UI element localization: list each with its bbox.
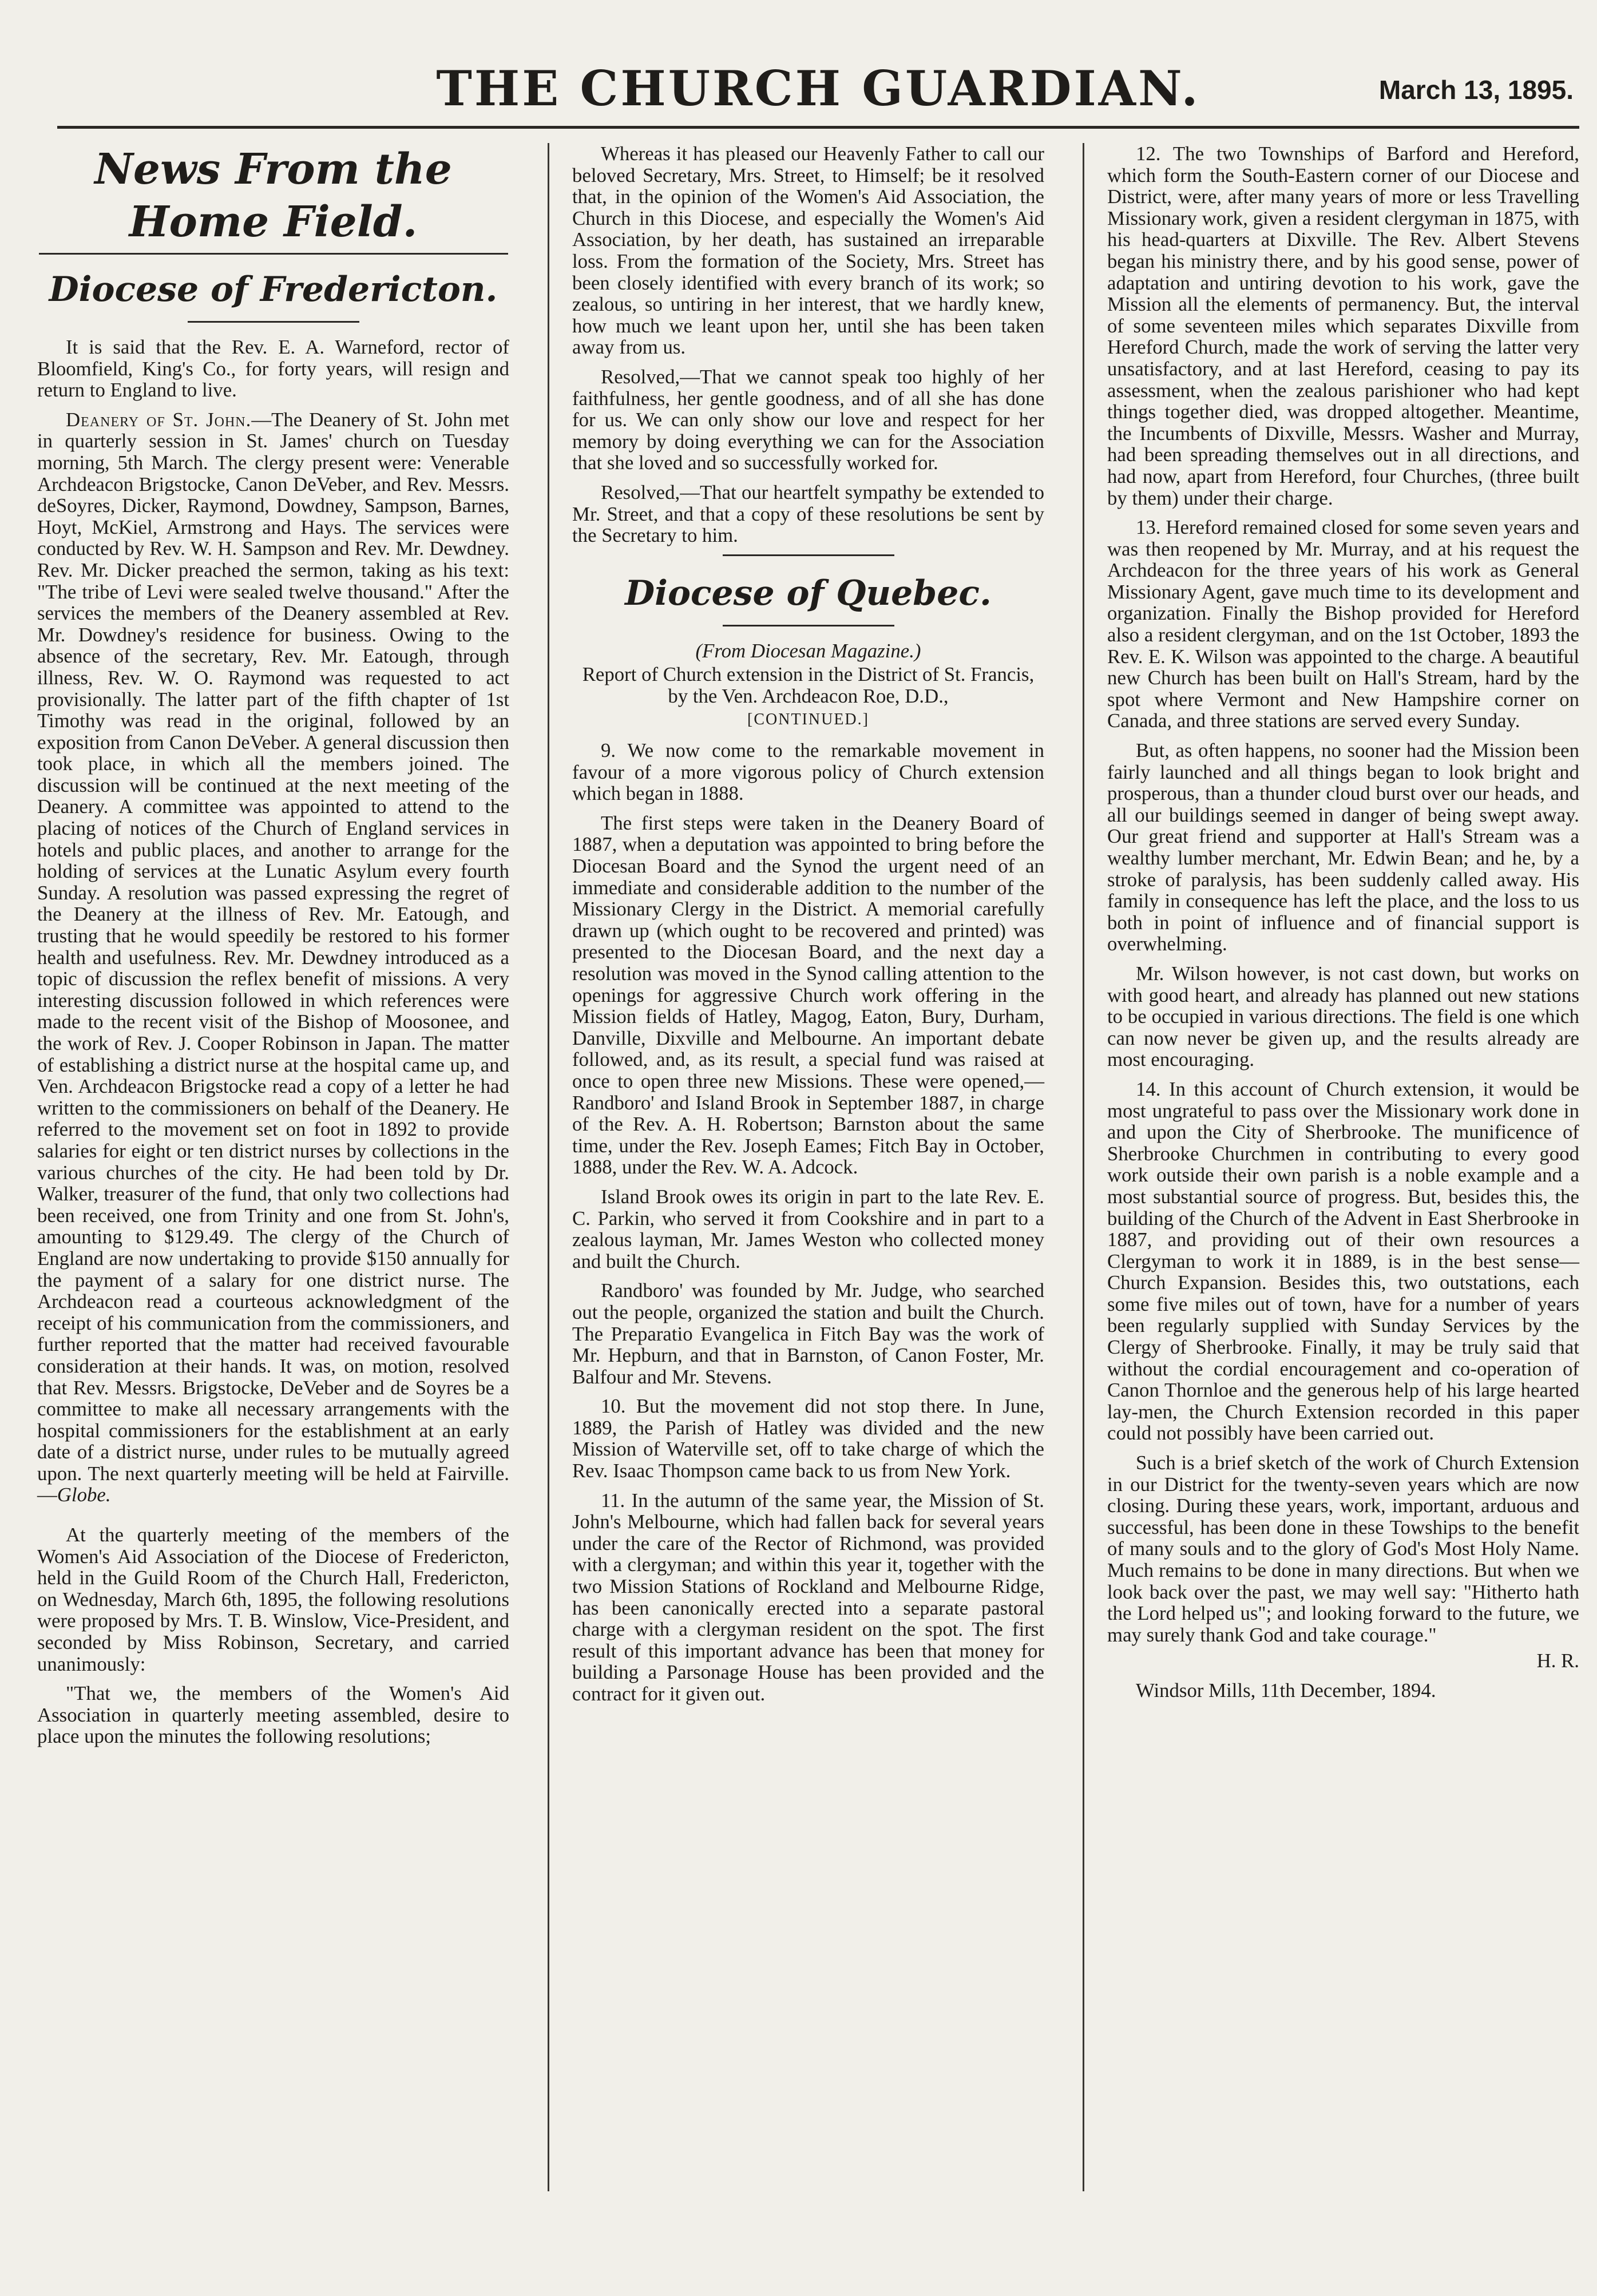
newspaper-title: THE CHURCH GUARDIAN. <box>436 60 1200 117</box>
such-paragraph: Such is a brief sketch of the work of Church Extension in our District for the twenty-seven years which are now closing. During these years, work, important, arduous and successful, has been done in these Towships to the benefit of many souls and to the glory of God's Most Holy Name. Much remains to be done in many directions. But when we look back over the past, we may well say: "Hitherto hath the Lord helped us"; and looking forward to the future, we may surely thank God and take courage." <box>1107 1452 1579 1646</box>
column-divider <box>1083 143 1084 2191</box>
deanery-label: Deanery of St. John. <box>66 408 252 431</box>
column-divider <box>548 143 549 2191</box>
whereas-paragraph: Whereas it has pleased our Heavenly Father to call our beloved Secretary, Mrs. Street, to Himself; be it resolved that, in the opinion of the Women's Aid Association, the Church in this Diocese, and especially the Women's Aid Association, by her death, has sustained an irreparable loss. From the formation of the Society, Mrs. Street has been closely identified with every branch of its work; so zealous, so untiring in her interest, that we hardly knew, how much we leant upon her, until she has been taken away from us. <box>572 142 1044 359</box>
heading-rule <box>723 625 894 626</box>
quebec-heading: Diocese of Quebec. <box>625 573 992 613</box>
paragraph-13: 13. Hereford remained closed for some seven years and was then reopened by Mr. Murray, and at his request the Archdeacon for the three years of his work as General Missionary Agent, gave much time to its development and organization. Finally the Bishop provided for Hereford also a resident clergyman, and on the 1st October, 1893 the Rev. E. K. Wilson was appointed to the charge. A beautiful new Church has been built on Hall's Stream, hard by the spot where Vermont and New Hampshire corner on Canada, and three stations are served every Sunday. <box>1107 516 1579 732</box>
masthead <box>57 57 1579 129</box>
paragraph-14: 14. In this account of Church extension, it would be most ungrateful to pass over the Missionary work done in and upon the City of Sherbrooke. The munificence of Sherbrooke Churchmen in contributing to every good work outside their own parish is a noble example and a most substantial source of progress. But, besides this, the building of the Church of the Advent in East Sherbrooke in 1887, and providing out of their own resources a Clergyman to work it in 1889, is in the best sense—Church Expansion. Besides this, two outstations, each some five miles out of town, have for a number of years been regularly supplied with Sunday Services by the Clergy of Sherbrooke. Finally, it may be truly said that without the cordial encouragement and co-operation of Canon Thornloe and the generous help of his large hearted lay-men, the Church Extension recorded in this paper could not possibly have been carried out. <box>1107 1077 1579 1445</box>
heading-rule <box>188 321 359 323</box>
warneford-paragraph: It is said that the Rev. E. A. Warneford, rector of Bloomfield, King's Co., for forty years, will resign and return to England to live. <box>37 336 509 402</box>
womens-aid-paragraph: At the quarterly meeting of the members of the Women's Aid Association of the Diocese of Fredericton, held in the Guild Room of the Church Hall, Fredericton, on Wednesday, March 6th, 1895, the following resolutions were proposed by Mrs. T. B. Winslow, Vice-President, and seconded by Miss Robinson, Secretary, and carried unanimously: <box>37 1524 509 1675</box>
that-we-paragraph: "That we, the members of the Women's Aid Association in quarterly meeting assembled, desire to place upon the minutes the following resolutions; <box>37 1682 509 1748</box>
section-rule <box>723 554 894 556</box>
spacer <box>37 1514 509 1524</box>
but-paragraph: But, as often happens, no sooner had the Mission been fairly launched and all things began to look bright and prosperous, than a thunder cloud burst over our heads, and all our buildings seemed in danger of being swept away. Our great friend and supporter at Hall's Stream was a wealthy lumber merchant, Mr. Edwin Bean; and he, by a stroke of paralysis, has been suddenly called away. His family in consequence has left the place, and the loss to us both in point of influence and of financial support is overwhelming. <box>1107 739 1579 955</box>
paragraph-11: 11. In the autumn of the same year, the Mission of St. John's Melbourne, which had fallen back for several years under the care of the Rector of Richmond, was provided with a clergyman; and within this year it, together with the two Mission Stations of Rockland and Melbourne Ridge, has been canonically erected into a separate pastoral charge with a clergyman resident on the spot. The first result of this important advance has been that money for building a Parsonage House has been provided and the contract for it given out. <box>572 1489 1044 1705</box>
column-1 <box>37 143 509 1755</box>
paragraph-9: 9. We now come to the remarkable movement in favour of a more vigorous policy of Church extension which began in 1888. <box>572 739 1044 805</box>
column-3 <box>1107 143 1579 1710</box>
resolved-paragraph-2: Resolved,—That our heartfelt sympathy be extended to Mr. Street, and that a copy of these resolutions be sent by the Secretary to him. <box>572 481 1044 547</box>
resolved-paragraph-1: Resolved,—That we cannot speak too highly of her faithfulness, her gentle goodness, and of all she has done for us. We can only show our love and respect for her memory by doing everything we can for the Association that she loved and so successfully worked for. <box>572 365 1044 474</box>
issue-date: March 13, 1895. <box>1378 75 1574 105</box>
quebec-report-line: Report of Church extension in the District of St. Francis, by the Ven. Archdeacon Roe, D.D., <box>582 663 1035 707</box>
deanery-source: Globe. <box>57 1484 111 1506</box>
randboro-paragraph: Randboro' was founded by Mr. Judge, who searched out the people, organized the station and built the Church. The Preparatio Evangelica in Fitch Bay was the work of Mr. Hepburn, and that in Barnston, of Canon Foster, Mr. Balfour and Mr. Stevens. <box>572 1279 1044 1388</box>
dateline: Windsor Mills, 11th December, 1894. <box>1136 1679 1436 1702</box>
paragraph-10: 10. But the movement did not stop there. In June, 1889, the Parish of Hatley was divided and the new Mission of Waterville set, off to take charge of which the Rev. Isaac Thompson came back to us from New York. <box>572 1395 1044 1482</box>
home-field-heading: News From the Home Field. <box>94 145 452 247</box>
fredericton-heading: Diocese of Fredericton. <box>49 269 498 310</box>
column-2 <box>572 143 1044 1713</box>
heading-rule <box>39 253 508 255</box>
first-steps-paragraph: The first steps were taken in the Deanery Board of 1887, when a deputation was appointed to bring before the Diocesan Board and the Synod the urgent need of an immediate and considerable addition to the number of the Missionary Clergy in the District. A memorial carefully drawn up (which ought to be recovered and printed) was presented to the Diocesan Board, and the next day a resolution was moved in the Synod calling attention to the openings for aggressive Church work offering in the Mission fields of Hatley, Magog, Eaton, Bury, Durham, Danville, Dixville and Melbourne. An important debate followed, and, as its result, a special fund was raised at once to open three new Missions. These were opened,—Randboro' and Island Brook in September 1887, in charge of the Rev. A. H. Robertson; Barnston about the same time, under the Rev. Joseph Eames; Fitch Bay in October, 1888, under the Rev. W. A. Adcock. <box>572 811 1044 1179</box>
deanery-paragraph <box>37 409 509 1506</box>
quebec-source: (From Diocesan Magazine.) <box>695 639 921 662</box>
wilson-paragraph: Mr. Wilson however, is not cast down, but works on with good heart, and already has planned out new stations to be occupied in various directions. The field is one which can now never be given up, and the results already are most encouraging. <box>1107 962 1579 1071</box>
author-initials: H. R. <box>1536 1649 1579 1672</box>
deanery-text: —The Deanery of St. John met in quarterly session in St. James' church on Tuesday morning, 5th March. The clergy present were: Venerable Archdeacon Brigstocke, Canon DeVeber, and Rev. Messrs. deSoyres, Dicker, Raymond, Dowdney, Sampson, Barnes, Hoyt, McKiel, Armstrong and Hays. The services were conducted by Rev. W. H. Sampson and Rev. Mr. Dewdney. Rev. Mr. Dicker preached the sermon, taking as his text: "The tribe of Levi were sealed twelve thousand." After the services the members of the Deanery assembled at Rev. Mr. Dowdney's residence for business. Owing to the absence of the secretary, Rev. Mr. Eatough, through illness, Rev. W. O. Raymond was requested to act provisionally. The latter part of the fifth chapter of 1st Timothy was read in the original, followed by an exposition from Canon DeVeber. A general discussion then took place, in which all the members joined. The discussion will be continued at the next meeting of the Deanery. A committee was appointed to attend to the placing of notices of the Church of England services in hotels and public places, and another to arrange for the holding of services at the Lunatic Asylum every fourth Sunday. A resolution was passed expressing the regret of the Deanery at the illness of Rev. Mr. Eatough, and trusting that he would speedily be restored to his former health and usefulness. Rev. Mr. Dewdney introduced as a topic of discussion the reflex benefit of missions. A very interesting discussion followed in which references were made to the recent visit of the Bishop of Moosonee, and the work of Rev. J. Cooper Robinson in Japan. The matter of establishing a district nurse at the hospital came up, and Ven. Archdeacon Brigstocke read a copy of a letter he had written to the commissioners on behalf of the Deanery. He referred to the movement set on foot in 1892 to provide salaries for eight or ten district nurses by collections in the various churches of the city. He had been told by Dr. Walker, treasurer of the fund, that only two collections had been received, one from Trinity and one from St. John's, amounting to $129.49. The clergy of the Church of England are now undertaking to provide $150 annually for the payment of a salary for one district nurse. The Archdeacon read a courteous acknowledgment of the receipt of his communication from the commissioners, and further reported that the matter had received favourable consideration at their hands. It was, on motion, resolved that Rev. Messrs. Brigstocke, DeVeber and de Soyres be a committee to make all necessary arrangements with the hospital commissioners for the establishment at an early date of a district nurse, under rules to be mutually agreed upon. The next quarterly meeting will be held at Fairville.— <box>37 408 510 1506</box>
continued-marker: [CONTINUED.] <box>747 711 869 729</box>
island-brook-paragraph: Island Brook owes its origin in part to the late Rev. E. C. Parkin, who served it from Cookshire and in part to a zealous layman, Mr. James Weston who collected money and built the Church. <box>572 1185 1044 1272</box>
paragraph-12: 12. The two Townships of Barford and Hereford, which form the South-Eastern corner of our Diocese and District, were, after many years of more or less Travelling Missionary work, given a resident clergyman in 1875, with his head-quarters at Dixville. The Rev. Albert Stevens began his ministry there, and by his good sense, power of adaptation and untiring devotion to his work, gave the Mission all the elements of permanency. But, the interval of some seventeen miles which separates Dixville from Hereford Church, made the work of serving the latter very unsatisfactory, and at last Hereford, ceasing to pay its assessment, when the zealous parishioner who had kept things together died, was dropped altogether. Meantime, the Incumbents of Dixville, Messrs. Washer and Murray, had been spreading themselves out in all directions, and had now, apart from Hereford, four Churches, (three built by them) under their charge. <box>1107 142 1579 509</box>
